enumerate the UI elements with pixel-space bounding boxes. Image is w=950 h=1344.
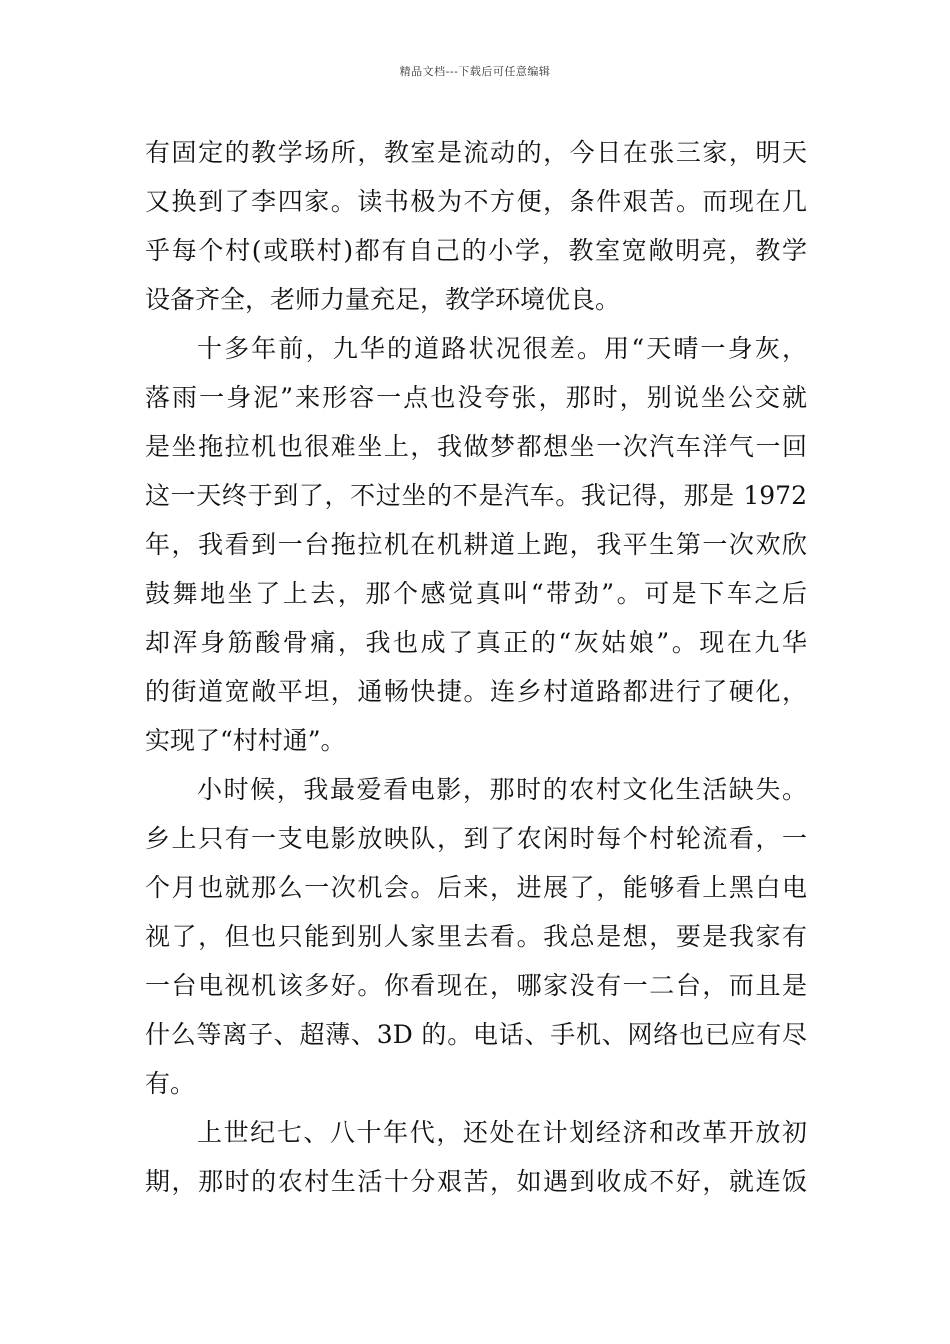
text-line: 却浑身筋酸骨痛，我也成了真正的“灰姑娘”。现在九华 [145, 628, 807, 657]
document-body [145, 128, 807, 1206]
text-line: 鼓舞地坐了上去，那个感觉真叫“带劲”。可是下车之后 [145, 579, 807, 608]
text-line: 是坐拖拉机也很难坐上，我做梦都想坐一次汽车洋气一回 [145, 432, 807, 461]
text-line: 一台电视机该多好。你看现在，哪家没有一二台，而且是 [145, 971, 807, 1000]
text-line: 落雨一身泥”来形容一点也没夸张，那时，别说坐公交就 [145, 383, 807, 412]
text-line: 小时候，我最爱看电影，那时的农村文化生活缺失。 [197, 775, 807, 804]
text-line: 有固定的教学场所，教室是流动的，今日在张三家，明天 [145, 138, 807, 167]
text-line: 视了，但也只能到别人家里去看。我总是想，要是我家有 [145, 922, 807, 951]
text-line: 这一天终于到了，不过坐的不是汽车。我记得，那是 1972 [145, 481, 807, 510]
text-line: 乡上只有一支电影放映队，到了农闲时每个村轮流看，一 [145, 824, 807, 853]
text-line: 什么等离子、超薄、3D 的。电话、手机、网络也已应有尽 [145, 1020, 807, 1049]
text-line: 年，我看到一台拖拉机在机耕道上跑，我平生第一次欢欣 [145, 530, 807, 559]
text-line: 上世纪七、八十年代，还处在计划经济和改革开放初 [197, 1118, 807, 1147]
text-line: 设备齐全，老师力量充足，教学环境优良。 [145, 285, 621, 314]
text-line: 实现了“村村通”。 [145, 726, 346, 755]
text-line: 乎每个村(或联村)都有自己的小学，教室宽敞明亮，教学 [145, 236, 807, 265]
text-line: 的街道宽敞平坦，通畅快捷。连乡村道路都进行了硬化， [145, 677, 807, 706]
text-line: 有。 [145, 1069, 196, 1098]
paragraph [145, 1108, 807, 1206]
paragraph [145, 128, 807, 324]
page-header: 精品文档---下载后可任意编辑 [399, 65, 551, 78]
text-line: 期，那时的农村生活十分艰苦，如遇到收成不好，就连饭 [145, 1167, 807, 1196]
text-line: 又换到了李四家。读书极为不方便，条件艰苦。而现在几 [145, 187, 807, 216]
paragraph [145, 765, 807, 1108]
text-line: 个月也就那么一次机会。后来，进展了，能够看上黑白电 [145, 873, 807, 902]
paragraph [145, 324, 807, 765]
text-line: 十多年前，九华的道路状况很差。用“天晴一身灰， [197, 334, 807, 363]
